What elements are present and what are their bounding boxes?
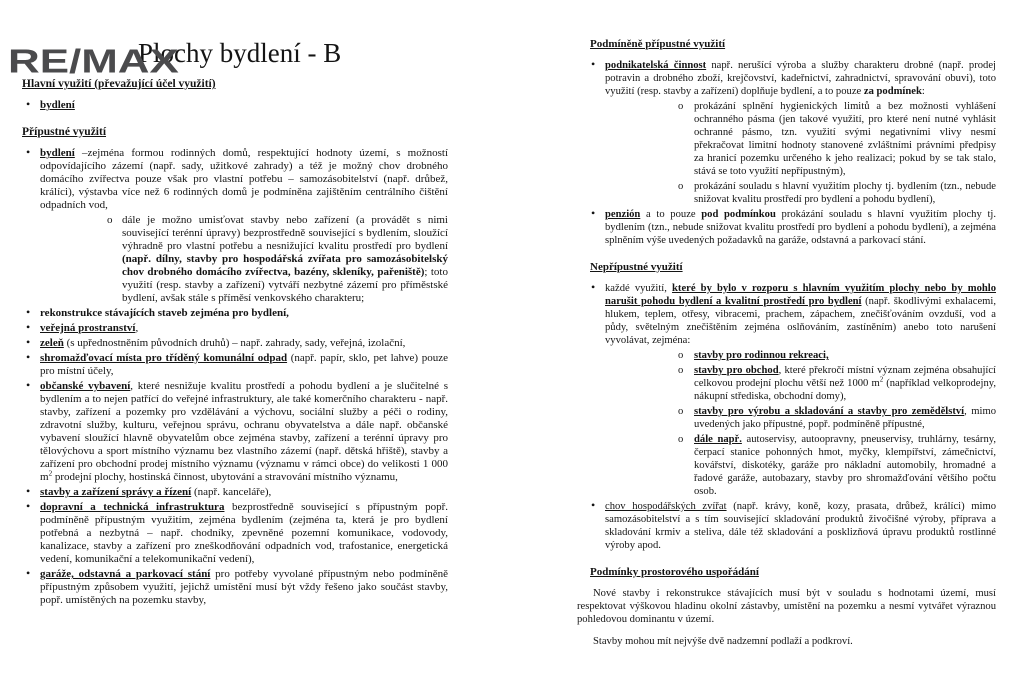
bullet-item [590, 282, 996, 347]
text-run: které by bylo v rozporu s hlavním využitím plochy nebo by mohlo narušit pohodu bydlení a kvalitní prostředí pro bydlení [605, 283, 997, 307]
bullet-item [22, 307, 448, 320]
text-content [590, 261, 683, 273]
text-run: (např. kanceláře), [191, 486, 272, 498]
text-run: (např. dílny, stavby pro hospodářská zvířata pro samozásobitelský chov drobného domácího zvířectva, bazény, skleníky, pařeniště) [122, 253, 448, 278]
text-run: podnikatelská činnost [605, 60, 707, 71]
text-run: pro potřeby vyvolané přípustným nebo podmíněně přípustným způsobem využití, jejichž umístění musí být vždy řešeno jako součást stavby, popř. umístěných na pozemku stavby, [40, 568, 449, 606]
text-content [694, 365, 996, 402]
text-run: stavby pro obchod [694, 365, 779, 376]
text-content [40, 486, 271, 498]
text-content [122, 214, 448, 304]
circle-marker: o [678, 350, 684, 361]
bullet-marker: • [26, 97, 31, 111]
text-run: chov hospodářských zvířat [605, 501, 727, 512]
text-run: garáže, odstavná a parkovací stání [40, 568, 211, 580]
bullet-marker: • [591, 206, 596, 220]
bullet-marker: • [26, 320, 31, 334]
text-content [605, 283, 996, 346]
text-run: –zejména formou rodinných domů, respektující hodnoty území, s možností odpovídajícího zázemí (např. sady, užitkové zahrady) a též je možný chov drobného domácího zvířectva pouze však pro vlastní potřebu – samozásobitelství (např. drůbež, králíci), výstavba více než 6 rodinných domů je podmíněna zajištěním centrálního čištění odpadních vod, [40, 147, 448, 211]
text-run: dále např. [694, 434, 742, 445]
circle-marker: o [107, 214, 113, 226]
text-content [694, 350, 829, 361]
bullet-marker: • [26, 145, 31, 159]
text-content [694, 101, 996, 177]
circle-marker: o [678, 365, 684, 376]
text-run: dopravní a technická infrastruktura [40, 501, 225, 513]
paragraph [577, 587, 996, 626]
section-heading [590, 261, 996, 274]
text-run: Podmíněně přípustné využití [590, 38, 726, 50]
bullet-item [590, 59, 996, 98]
text-run: , mimo uvedených jako přípustné, popř. podmíněně přípustné, [694, 406, 996, 430]
bullet-marker: • [26, 305, 31, 319]
text-run: bezprostředně související s přípustným popř. podmíněně přípustným využitím, zejména bydlením (zejména ta, která je pro bydlení potřebná a nezbytná – např. chodníky, zpevněné pozemní komunikace, vodovody, kanalizace, stavby a zařízení pro zneškodňování odpadních vod, trafostanice, energetická vedení, komunikační a telekomunikační vedení), [40, 501, 448, 565]
text-content [40, 501, 448, 565]
bullet-marker: • [26, 484, 31, 498]
text-run: prokázání souladu s hlavní využitím plochy tj. bydlením (tzn., nebude snižovat kvalitu prostředí pro bydlení a pohodu bydlení), [694, 181, 996, 205]
text-run: Hlavní využití (převažující účel využití) [22, 78, 216, 90]
bullet-marker: • [591, 57, 596, 71]
text-content [593, 636, 853, 647]
bullet-item [22, 568, 448, 607]
bullet-item [590, 500, 996, 552]
text-run: stavby pro výrobu a skladování a stavby pro zemědělství [694, 406, 965, 417]
text-run: Nové stavby i rekonstrukce stávajících musí být v souladu s hodnotami území, musí respektovat výškovou hladinu okolní zástavby, umístění na pozemku a nesmí vytvářet výraznou pohledovou dominantu v území. [577, 588, 996, 625]
text-run: stavby pro rodinnou rekreaci, [694, 350, 829, 361]
text-run: (např. papír, sklo, pet lahve) pouze pro místní účely, [40, 352, 448, 377]
text-run: bydlení [40, 147, 75, 159]
circle-marker: o [678, 406, 684, 417]
text-content [40, 568, 448, 606]
text-run: prokázání souladu s hlavní využitím plochy tj. bydlením (tzn., nebude snižovat kvalitu prostředí pro bydlení a pohodu bydlení), a zejména splněním výše uvedených požadavků na garáže, odstavná a parkovací stání. [605, 209, 996, 246]
text-content [22, 126, 106, 138]
text-run: Stavby mohou mít nejvýše dvě nadzemní podlaží a podkroví. [593, 636, 853, 647]
right-column [577, 38, 996, 657]
text-run: občanské vybavení [40, 380, 131, 392]
text-run: Podmínky prostorového uspořádání [590, 566, 759, 578]
text-run: (např. škodlivými exhalacemi, hlukem, teplem, otřesy, vibracemi, prachem, zápachem, znečišťováním ovzduší, vod a půdy, světelným znečištěním zejména oslňováním, zastíněním) anebo toto narušení vyvolávat, zejména: [605, 296, 996, 346]
bullet-item [22, 501, 448, 566]
page-title: Plochy bydlení - B [138, 38, 342, 68]
text-content [590, 566, 759, 578]
text-content [40, 322, 138, 334]
text-content [605, 501, 996, 551]
text-run: ; toto využití (resp. stavby a zařízení) vytváří nezbytné zázemí pro příměstské bydlení, avšak stále s příměsí venkovského charakteru; [122, 266, 448, 304]
bullet-item [22, 337, 448, 350]
text-run: každé využití, [605, 283, 673, 294]
text-content [694, 434, 996, 497]
bullet-marker: • [591, 280, 596, 294]
bullet-marker: • [26, 499, 31, 513]
sub-bullet-item [577, 405, 996, 431]
text-run: prokázání splnění hygienických limitů a bez možnosti vyhlášení ochranného pásma (jen takové využití, pro které není nutné vyhlásit ochranné pásmo, tzn. využití svými negativními vlivy nesmí překračovat limitní hodnoty stanovené zvláštními právními předpisy za hranicí pozemku určeného k jeho realizaci; pokud by se tak stalo, stává se toto využití nepřípustným), [694, 101, 996, 177]
sub-bullet-item [577, 364, 996, 403]
sub-bullet-item [577, 349, 996, 362]
sub-bullet-item [577, 100, 996, 178]
text-run: (např. krávy, koně, kozy, prasata, drůbež, králíci) mimo samozásobitelství a s tím související skladování produktů živočišné výroby, příprava a skladování krmiv a steliva, dále též skladování a posklizňová úpravu produktů rostlinné výroby apod. [605, 501, 997, 551]
text-run: Přípustné využití [22, 126, 107, 138]
text-run: zeleň [40, 337, 64, 349]
circle-marker: o [678, 101, 684, 112]
text-run: : [921, 86, 925, 97]
text-content [40, 147, 448, 211]
text-run: , které nesnižuje kvalitu prostředí a pohodu bydlení a je slučitelné s bydlením a to nejen patřící do veřejné infrastruktury, ale také komerčního charakteru - např. stavby, zařízení a pozemky pro vzdělávání a výchovu, sociální služby a péči o rodiny, zdravotní služby, kulturu, veřejnou správu, ochranu obyvatelstva a dále např. občanské vybavení sloužící hlavně obyvatelům obce zejména stavby, zařízení a terénní úpravy pro tělovýchovu a sport místního významu bez vlastního zázemí (např. dětská hřiště), stavby a zařízení pro obchodní prodej místního významu (významu v rámci obce) do velikosti 1 000 m [40, 380, 449, 483]
bullet-marker: • [26, 566, 31, 580]
text-run: , které překročí místní význam zejména obsahující celkovou prodejní plochu větší než 1000 m [694, 365, 996, 389]
sub-bullet-item [577, 433, 996, 498]
bullet-item [22, 486, 448, 499]
text-run: (například velkoprodejny, nákupní střediska, obchodní domy), [694, 378, 997, 402]
bullet-item [22, 99, 448, 112]
bullet-item [22, 322, 448, 335]
text-content [40, 307, 289, 319]
text-content [605, 209, 996, 246]
paragraph [577, 635, 996, 648]
text-content [694, 181, 996, 205]
text-run: prodejní plochy, hostinská činnost, ubytování a stravování místního významu, [52, 471, 398, 483]
text-content [40, 352, 448, 377]
text-run: dále je možno umisťovat stavby nebo zařízení (a provádět s nimi související terénní úpravy) bezprostředně související s bydlením, sloužící výhradně pro vlastní potřebu a nesnižující kvalitu prostředí pro bydlení [122, 214, 448, 252]
text-run: a to pouze [640, 209, 702, 220]
text-content [40, 99, 75, 111]
text-run: bydlení [40, 99, 75, 111]
bullet-marker: • [26, 378, 31, 392]
text-run: Nepřípustné využití [590, 261, 683, 273]
text-content [590, 38, 725, 50]
text-run: veřejná prostranství [40, 322, 136, 334]
text-content [694, 406, 996, 430]
text-run: shromažďovací místa pro tříděný komunální odpad [40, 352, 288, 364]
bullet-marker: • [26, 350, 31, 364]
circle-marker: o [678, 181, 684, 192]
bullet-item [22, 352, 448, 378]
text-run: rekonstrukce stávajících staveb zejména pro bydlení, [40, 307, 289, 319]
bullet-marker: • [591, 498, 596, 512]
text-run: pod podmínkou [701, 209, 776, 220]
text-run: (s upřednostněním původních druhů) – např. zahrady, sady, veřejná, izolační, [63, 337, 406, 349]
bullet-item [22, 147, 448, 212]
left-column [22, 78, 448, 609]
bullet-item [590, 208, 996, 247]
sub-bullet-item [22, 214, 448, 305]
text-content [40, 380, 448, 483]
text-run: 2 [48, 469, 53, 478]
section-heading [590, 566, 996, 579]
section-heading [22, 126, 448, 139]
text-run: autoservisy, autoopravny, pneuservisy, truhlárny, tesárny, čerpací stanice pohonných hmot, myčky, klempířství, zámečnictví, kovářství, diskotéky, garáže pro nákladní automobily, hromadné a řadové garáže, autobazary, stavby pro shromažďování většího počtu osob. [694, 434, 996, 497]
text-run: za podmínek [863, 86, 922, 97]
text-content [40, 337, 405, 349]
text-content [605, 60, 996, 97]
text-run: 2 [879, 376, 884, 384]
circle-marker: o [678, 434, 684, 445]
bullet-marker: • [26, 335, 31, 349]
text-run: , [135, 322, 139, 334]
section-heading [590, 38, 996, 51]
text-run: např. nerušící výroba a služby charakteru drobné (např. prodej potravin a drobného zboží, krejčovství, kadeřnictví, zahradnictví, spravování obuvi), toto využití (resp. stavby a zařízení) doplňuje bydlení, a to pouze [605, 60, 996, 97]
sub-bullet-item [577, 180, 996, 206]
text-run: penzión [605, 209, 641, 220]
remax-logo: RE/MAX [8, 42, 179, 80]
text-content [577, 588, 996, 625]
text-run: stavby a zařízení správy a řízení [40, 486, 192, 498]
bullet-item [22, 380, 448, 484]
